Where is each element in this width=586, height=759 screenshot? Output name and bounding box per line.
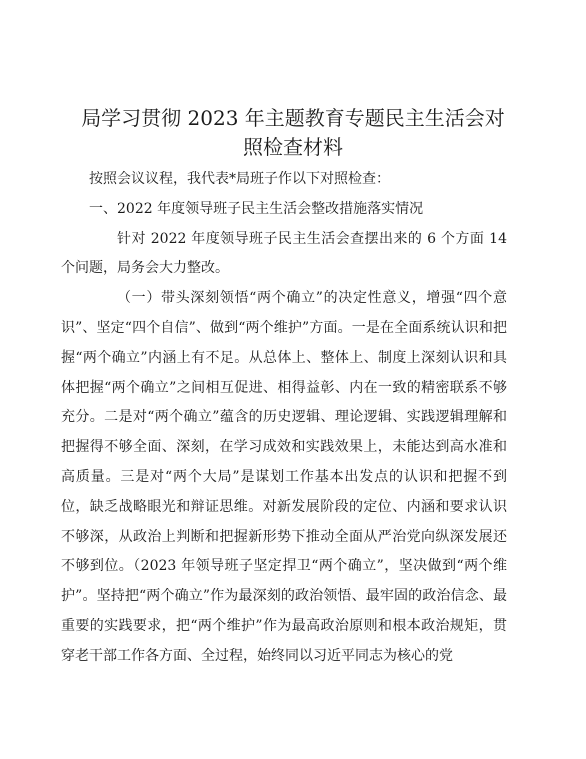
paragraph-item-1: （一）带头深刻领悟“两个确立”的决定性意义，增强“四个意识”、坚定“四个自信”、做到“两个维护”方面。一是在全面系统认识和把握“两个确立”内涵上有不足。从总体上、整体上、制度上深刻认识和具体把握“两个确立”之间相互促进、相得益彰、内在一致的精密联系不够充分。二是对“两个确立”蕴含的历史逻辑、理论逻辑、实践逻辑理解和把握得不够全面、深刻，在学习成效和实践效果上，未能达到高水准和高质量。三是对“两个大局”是谋划工作基本出发点的认识和把握不到位，缺乏战略眼光和辩证思维。对新发展阶段的定位、内涵和要求认识不够深，从政治上判断和把握新形势下推动全面从严治党向纵深发展还不够到位。（2023 年领导班子坚定捍卫“两个确立”，坚决做到“两个维护”。坚持把“两个确立”作为最深刻的政治领悟、最牢固的政治信念、最重要的实践要求，把“两个维护”作为最高政治原则和根本政治规矩，贯穿老干部工作各方面、全过程，始终同以习近平同志为核心的党	[61, 290, 507, 664]
paragraph-summary: 针对 2022 年度领导班子民主生活会查摆出来的 6 个方面 14 个问题，局务会大力整改。	[61, 230, 507, 277]
document-body	[61, 165, 507, 672]
section-heading: 一、2022 年度领导班子民主生活会整改措施落实情况	[89, 200, 424, 217]
title-line-1: 局学习贯彻 2023 年主题教育专题民主生活会对	[81, 106, 505, 130]
paragraph-intro: 按照会议议程，我代表*局班子作以下对照检查：	[89, 171, 390, 187]
title-line-2: 照检查材料	[243, 135, 343, 159]
document-title	[60, 104, 526, 162]
